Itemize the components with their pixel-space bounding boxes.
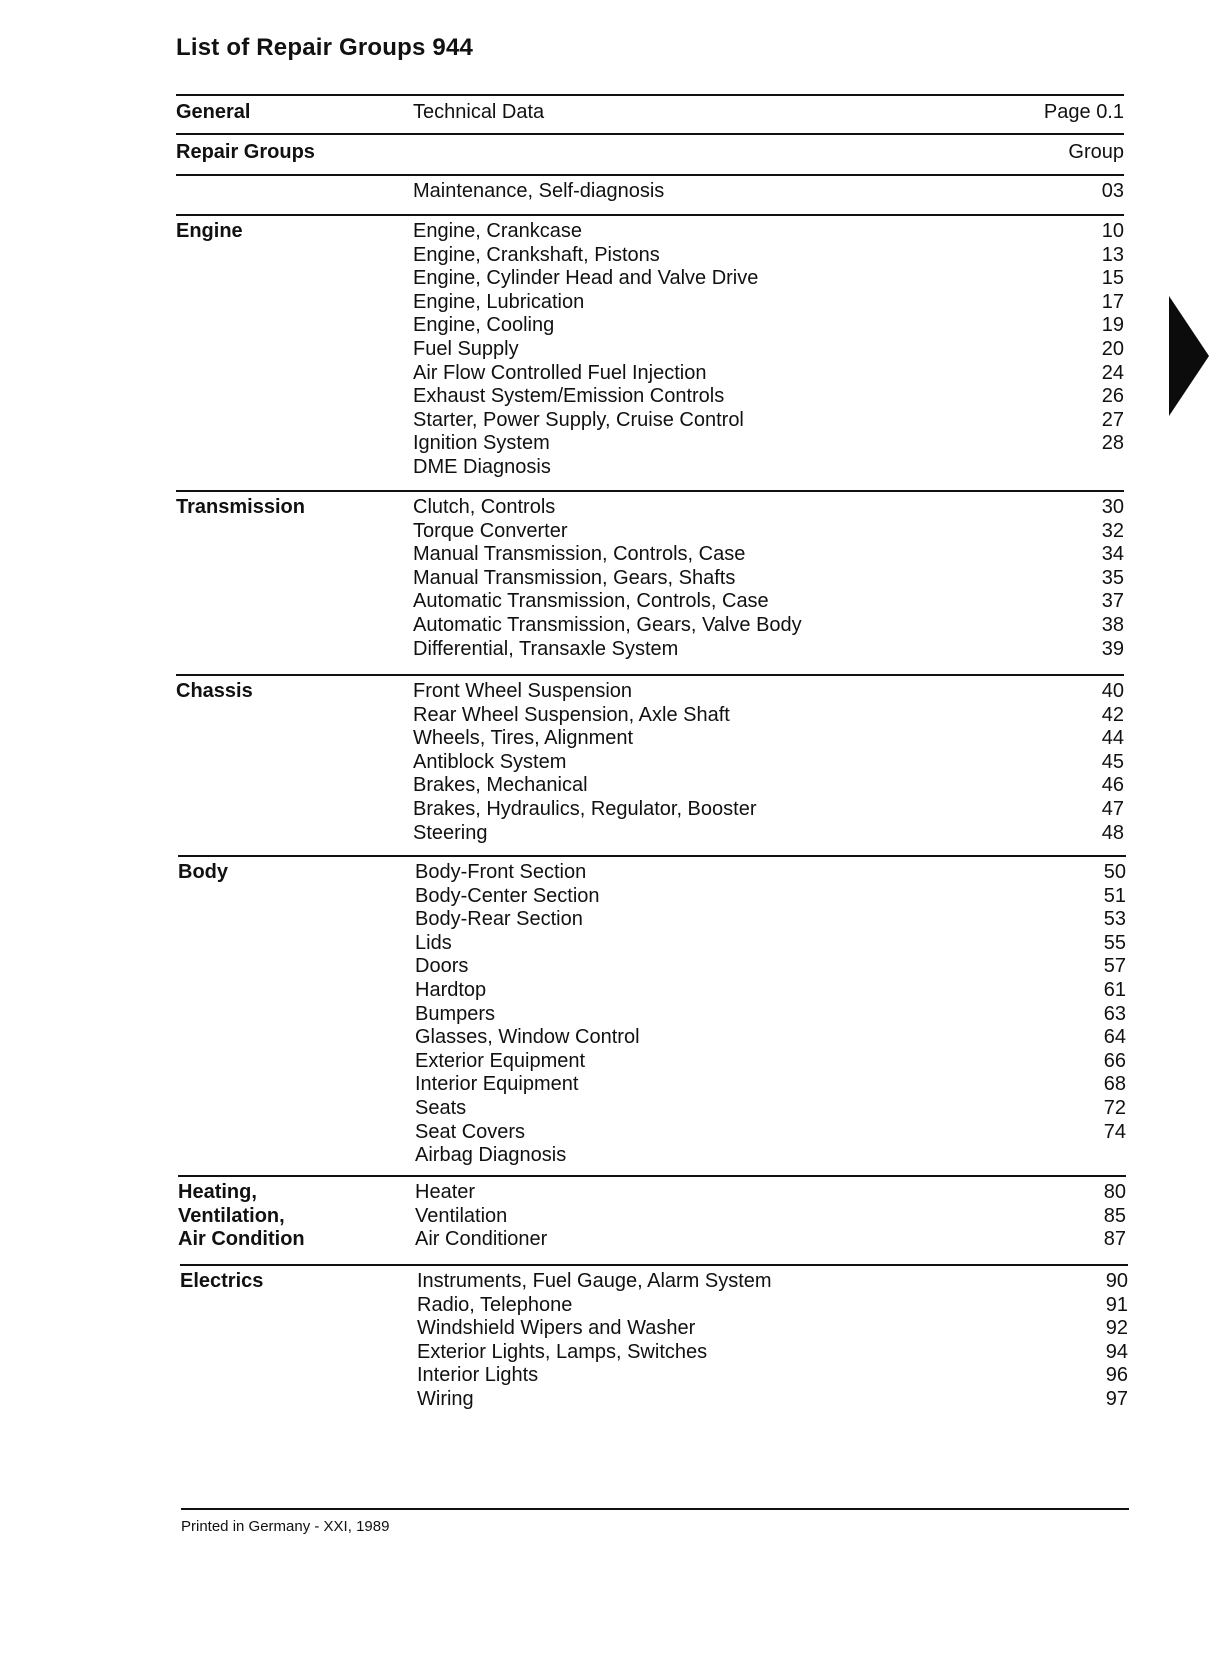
group-number: 46 [1101, 774, 1124, 797]
list-item [413, 180, 1124, 204]
item-name: Seats [415, 1096, 467, 1119]
item-name: Windshield Wipers and Washer [417, 1317, 696, 1340]
list-item [417, 1294, 1128, 1318]
item-name: Lids [415, 931, 452, 954]
list-item [413, 409, 1124, 433]
group-number: 47 [1101, 797, 1124, 820]
item-name: Engine, Cooling [413, 314, 555, 337]
item-name: DME Diagnosis [413, 455, 551, 478]
section-items [417, 1270, 1128, 1412]
group-column-header: Group [1068, 141, 1124, 163]
group-number: 38 [1101, 613, 1124, 636]
item-name: Manual Transmission, Gears, Shafts [413, 566, 736, 589]
group-number: 61 [1103, 978, 1126, 1001]
section-divider [176, 490, 1124, 492]
group-number: 40 [1101, 680, 1124, 702]
list-item [413, 543, 1124, 567]
group-number: 34 [1101, 543, 1124, 566]
group-number: 24 [1101, 361, 1124, 384]
page-number: Page 0.1 [1043, 101, 1124, 123]
list-item [415, 861, 1126, 885]
item-name: Bumpers [415, 1002, 496, 1025]
list-item [415, 1121, 1126, 1145]
item-name: Wheels, Tires, Alignment [413, 727, 634, 750]
item-name: Exterior Equipment [415, 1049, 586, 1072]
item-name: Body-Center Section [415, 884, 600, 907]
list-item [417, 1341, 1128, 1365]
list-item [417, 1270, 1128, 1294]
list-item [413, 362, 1124, 386]
list-item [413, 638, 1124, 662]
group-number: 85 [1103, 1204, 1126, 1227]
section-items [415, 1181, 1126, 1252]
list-item [413, 456, 1124, 480]
group-number: 97 [1105, 1387, 1128, 1410]
group-number: 28 [1101, 432, 1124, 455]
group-number: 66 [1103, 1049, 1126, 1072]
list-item [415, 1050, 1126, 1074]
item-name: Wiring [417, 1387, 474, 1410]
list-item [415, 1073, 1126, 1097]
list-item [415, 1144, 1126, 1168]
item-name: Front Wheel Suspension [413, 680, 633, 702]
group-number: 91 [1105, 1293, 1128, 1316]
list-item [413, 704, 1124, 728]
group-number: 42 [1101, 703, 1124, 726]
subheader-label: Repair Groups [176, 141, 315, 163]
group-number: 44 [1101, 727, 1124, 750]
group-number: 13 [1101, 243, 1124, 266]
group-number: 15 [1101, 267, 1124, 290]
item-name: Automatic Transmission, Gears, Valve Body [413, 613, 802, 636]
item-name: Engine, Lubrication [413, 290, 585, 313]
group-number: 57 [1103, 955, 1126, 978]
group-number: 87 [1103, 1228, 1126, 1251]
item-name: Body-Front Section [415, 861, 587, 883]
subheader-row [176, 141, 1124, 167]
list-item [413, 385, 1124, 409]
list-item [413, 590, 1124, 614]
list-item [415, 885, 1126, 909]
page-title: List of Repair Groups 944 [176, 34, 474, 61]
list-item [413, 267, 1124, 291]
item-name: Starter, Power Supply, Cruise Control [413, 408, 744, 431]
group-number: 50 [1103, 861, 1126, 883]
list-item [415, 932, 1126, 956]
section-label: Engine [176, 220, 243, 242]
group-number: 48 [1101, 821, 1124, 844]
group-number: 37 [1101, 590, 1124, 613]
group-number: 72 [1103, 1096, 1126, 1119]
item-name: Ignition System [413, 432, 550, 455]
list-item [415, 1228, 1126, 1252]
divider-top [176, 94, 1124, 96]
item-name: Glasses, Window Control [415, 1026, 640, 1049]
list-item [413, 314, 1124, 338]
item-name: Instruments, Fuel Gauge, Alarm System [417, 1270, 772, 1292]
group-number: 27 [1101, 408, 1124, 431]
list-item [415, 1003, 1126, 1027]
section-items [413, 496, 1124, 661]
header-row [176, 101, 1124, 127]
item-name: Brakes, Hydraulics, Regulator, Booster [413, 797, 757, 820]
section-label: Chassis [176, 680, 253, 702]
item-name: Torque Converter [413, 519, 568, 542]
item-name: Automatic Transmission, Controls, Case [413, 590, 769, 613]
list-item [415, 1181, 1126, 1205]
group-number: 92 [1105, 1317, 1128, 1340]
group-number: 19 [1101, 314, 1124, 337]
item-name: Manual Transmission, Controls, Case [413, 543, 746, 566]
list-item [413, 774, 1124, 798]
footer-note: Printed in Germany - XXI, 1989 [181, 1518, 390, 1535]
list-item [413, 822, 1124, 846]
section-items [413, 220, 1124, 480]
header-subject: Technical Data [413, 101, 545, 123]
group-number: 45 [1101, 750, 1124, 773]
group-number: 64 [1103, 1026, 1126, 1049]
header-label: General [176, 101, 251, 123]
section-divider [180, 1264, 1128, 1266]
item-name: Brakes, Mechanical [413, 774, 588, 797]
section-divider [178, 855, 1126, 857]
section-items [413, 180, 1124, 204]
group-number: 53 [1103, 908, 1126, 931]
item-name: Maintenance, Self-diagnosis [413, 180, 665, 202]
list-item [413, 567, 1124, 591]
group-number: 30 [1101, 496, 1124, 518]
section-divider [176, 174, 1124, 176]
list-item [415, 979, 1126, 1003]
group-number: 55 [1103, 931, 1126, 954]
list-item [413, 798, 1124, 822]
item-name: Doors [415, 955, 469, 978]
list-item [415, 955, 1126, 979]
section-divider [176, 214, 1124, 216]
group-number: 17 [1101, 290, 1124, 313]
list-item [415, 1026, 1126, 1050]
item-name: Body-Rear Section [415, 908, 583, 931]
group-number: 80 [1103, 1181, 1126, 1203]
item-name: Fuel Supply [413, 337, 519, 360]
item-name: Steering [413, 821, 488, 844]
group-number: 35 [1101, 566, 1124, 589]
item-name: Interior Equipment [415, 1073, 579, 1096]
list-item [413, 520, 1124, 544]
item-name: Engine, Cylinder Head and Valve Drive [413, 267, 759, 290]
list-item [415, 908, 1126, 932]
section-label: Body [178, 861, 228, 883]
item-name: Seat Covers [415, 1120, 526, 1143]
group-number: 63 [1103, 1002, 1126, 1025]
list-item [417, 1388, 1128, 1412]
section-label: Electrics [180, 1270, 264, 1292]
group-number: 90 [1105, 1270, 1128, 1292]
list-item [415, 1205, 1126, 1229]
section-divider [176, 674, 1124, 676]
section-label: Heating, Ventilation, Air Condition [178, 1181, 305, 1251]
item-name: Airbag Diagnosis [415, 1144, 567, 1167]
item-name: Heater [415, 1181, 476, 1203]
list-item [413, 220, 1124, 244]
group-number: 94 [1105, 1340, 1128, 1363]
item-name: Radio, Telephone [417, 1293, 573, 1316]
group-number: 68 [1103, 1073, 1126, 1096]
next-page-arrow-icon [1169, 296, 1209, 416]
list-item [413, 432, 1124, 456]
item-name: Air Conditioner [415, 1228, 548, 1251]
list-item [413, 291, 1124, 315]
item-name: Hardtop [415, 978, 487, 1001]
divider-header [176, 133, 1124, 135]
item-name: Rear Wheel Suspension, Axle Shaft [413, 703, 730, 726]
list-item [413, 680, 1124, 704]
divider-footer [181, 1508, 1129, 1510]
list-item [413, 244, 1124, 268]
section-divider [178, 1175, 1126, 1177]
section-label: Transmission [176, 496, 305, 518]
list-item [417, 1317, 1128, 1341]
item-name: Differential, Transaxle System [413, 637, 679, 660]
list-item [413, 496, 1124, 520]
list-item [415, 1097, 1126, 1121]
group-number: 10 [1101, 220, 1124, 242]
list-item [413, 751, 1124, 775]
group-number: 26 [1101, 385, 1124, 408]
list-item [417, 1364, 1128, 1388]
list-item [413, 727, 1124, 751]
item-name: Air Flow Controlled Fuel Injection [413, 361, 707, 384]
item-name: Clutch, Controls [413, 496, 556, 518]
group-number: 20 [1101, 337, 1124, 360]
item-name: Engine, Crankshaft, Pistons [413, 243, 660, 266]
group-number: 39 [1101, 637, 1124, 660]
item-name: Exhaust System/Emission Controls [413, 385, 725, 408]
item-name: Exterior Lights, Lamps, Switches [417, 1340, 708, 1363]
group-number: 03 [1101, 180, 1124, 202]
item-name: Antiblock System [413, 750, 567, 773]
item-name: Ventilation [415, 1204, 508, 1227]
list-item [413, 338, 1124, 362]
list-item [413, 614, 1124, 638]
item-name: Engine, Crankcase [413, 220, 582, 242]
section-items [415, 861, 1126, 1168]
group-number: 96 [1105, 1364, 1128, 1387]
group-number: 32 [1101, 519, 1124, 542]
group-number: 74 [1103, 1120, 1126, 1143]
group-number: 51 [1103, 884, 1126, 907]
item-name: Interior Lights [417, 1364, 539, 1387]
section-items [413, 680, 1124, 845]
